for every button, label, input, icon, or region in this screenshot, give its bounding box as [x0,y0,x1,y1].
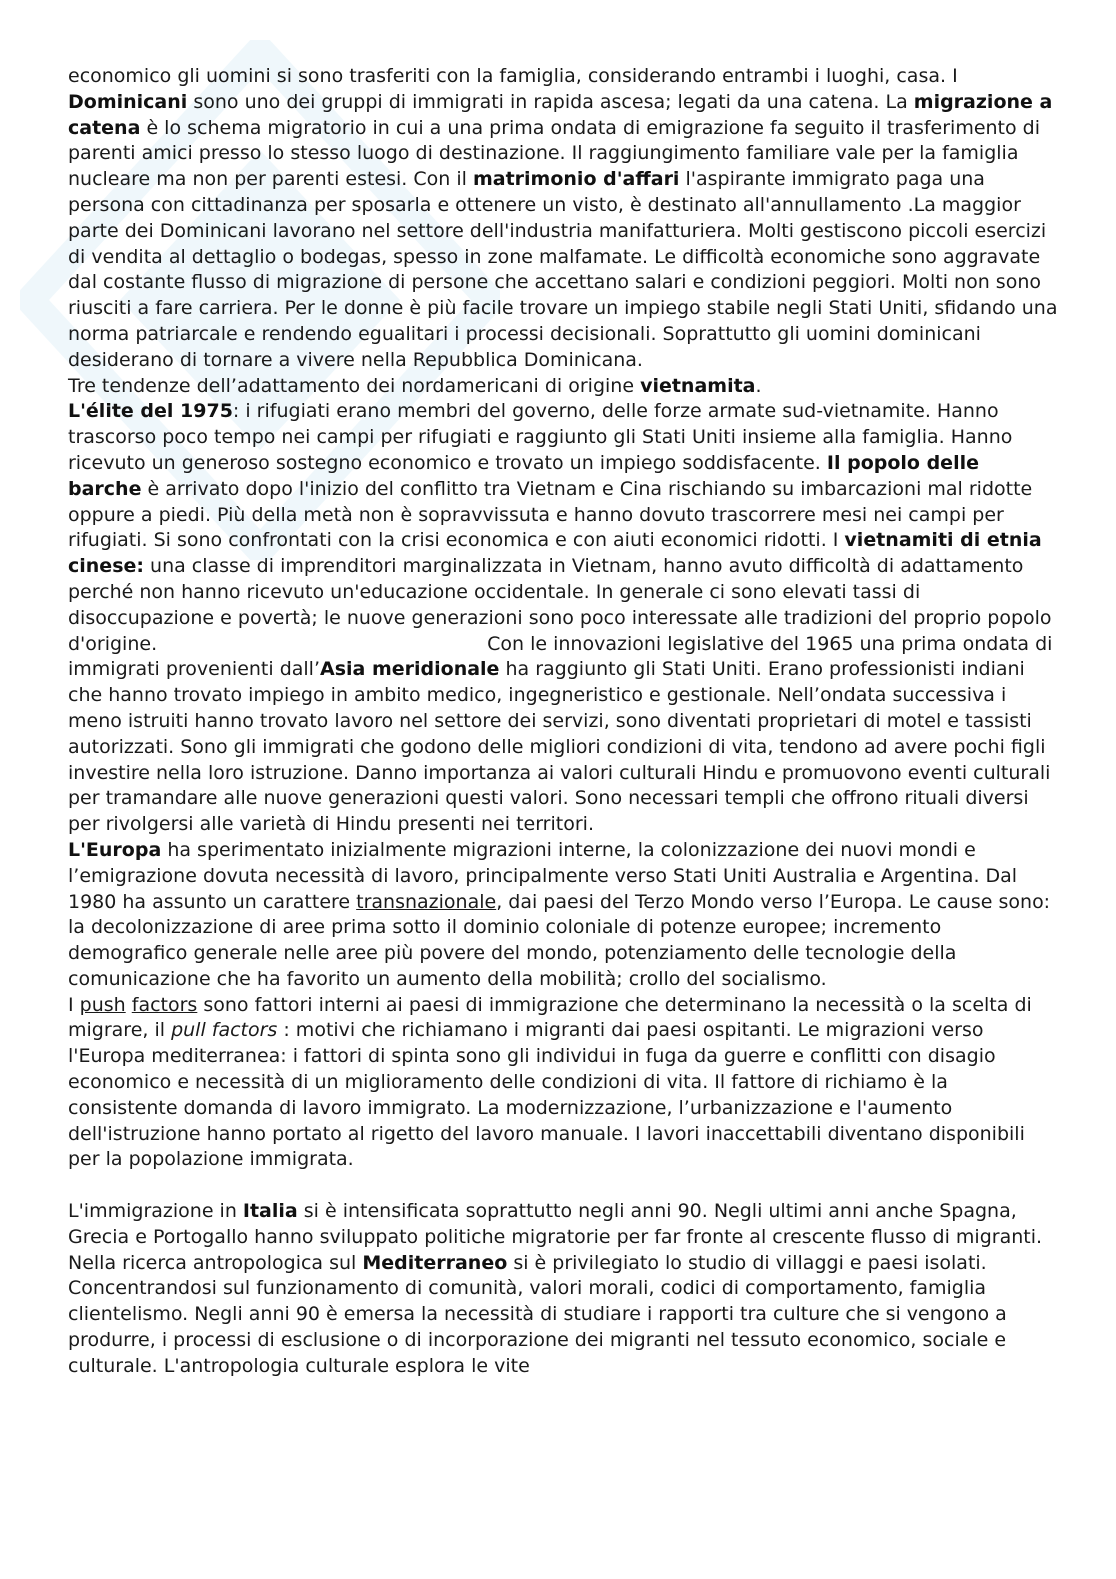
bold-term: matrimonio d'affari [472,168,680,191]
underlined-term: factors [131,993,198,1016]
text-run: economico gli uomini si sono trasferiti con la famiglia, considerando entrambi i luoghi, casa. I [68,65,958,87]
text-run: si è intensificata soprattutto negli anni 90. Negli ultimi anni anche Spagna, Grecia e Portogallo hanno sviluppato politiche migratorie per far fronte al crescente flusso di migranti. Nella ricerca antropologica sul [68,1200,1043,1274]
text-run: una classe di imprenditori marginalizzata in Vietnam, hanno avuto difficoltà di adattamento perché non hanno ricevuto un'educazione occidentale. In generale ci sono elevati tassi di disoccupazione e povertà; le nuove generazioni sono poco interessate alle tradizioni del proprio popolo d'origine. [68,555,1052,655]
document-body [68,64,1058,1380]
text-run: sono fattori interni ai paesi di immigrazione che determinano la necessità o la scelta di migrare, il [68,993,1032,1042]
text-run: Con le innovazioni legislative del 1965 una prima ondata di immigrati provenienti dall’ [68,632,1053,681]
italic-term: pull factors [171,1019,278,1042]
text-run: sono uno dei gruppi di immigrati in rapida ascesa; legati da una catena. La [187,90,914,113]
bold-term: Mediterraneo [362,1251,508,1274]
bold-term: Italia [242,1200,298,1223]
paragraph [68,374,1058,400]
bold-term: L'élite del 1975 [68,400,233,423]
bold-term: vietnamita [640,374,756,397]
paragraph [68,1199,1058,1380]
text-run: I [68,993,80,1016]
text-run: L'immigrazione in [68,1200,243,1223]
text-run: ha raggiunto gli Stati Uniti. Erano professionisti indiani che hanno trovato impiego in ambito medico, ingegneristico e gestionale. Nell’ondata successiva i meno istruiti hanno trovato lavoro nel settore dei servizi, sono diventati proprietari di motel e tassisti autorizzati. Sono gli immigrati che godono delle migliori condizioni di vita, tendono ad avere pochi figli investire nella loro istruzione. Danno importanza ai valori culturali Hindu e promuovono eventi culturali per tramandare alle nuove generazioni questi valori. Sono necessari templi che offrono rituali diversi per rivolgersi alle varietà di Hindu presenti nei territori. [68,658,1051,836]
bold-term: vietnamiti di etnia cinese: [68,529,1042,578]
bold-term: L'Europa [68,838,162,861]
bold-term: migrazione a catena [68,90,1053,139]
text-run: . [755,374,762,397]
text-run: l'aspirante immigrato paga una persona con cittadinanza per sposarla e ottenere un visto, è destinato all'annullamento .La maggior parte dei Dominicani lavorano nel settore dell'industria manifatturiera. Molti gestiscono piccoli esercizi di vendita al dettaglio o bodegas, spesso in zone malfamate. Le difficoltà economiche sono aggravate dal costante flusso di migrazione di persone che accettano salari e condizioni peggiori. Molti non sono riusciti a fare carriera. Per le donne è più facile trovare un impiego stabile negli Stati Uniti, sfidando una norma patriarcale e rendendo egualitari i processi decisionali. Soprattutto gli uomini dominicani desiderano di tornare a vivere nella Repubblica Dominicana. [68,168,1058,371]
text-run: ha sperimentato inizialmente migrazioni interne, la colonizzazione dei nuovi mondi e l’emigrazione dovuta necessità di lavoro, principalmente verso Stati Uniti Australia e Argentina. Dal 1980 ha assunto un carattere [68,838,1018,913]
paragraph [68,399,1058,838]
text-run: è lo schema migratorio in cui a una prima ondata di emigrazione fa seguito il trasferimento di parenti amici presso lo stesso luogo di destinazione. Il raggiungimento familiare vale per la famiglia nucleare ma non per parenti estesi. Con il [68,116,1041,191]
underlined-term: push [79,993,126,1016]
paragraph [68,993,1058,1174]
paragraph [68,838,1058,993]
text-run: Tre tendenze dell’adattamento dei nordamericani di origine [68,374,641,397]
text-run: si è privilegiato lo studio di villaggi e paesi isolati. Concentrandosi sul funzionamento di comunità, valori morali, codici di comportamento, famiglia clientelismo. Negli anni 90 è emersa la necessità di studiare i rapporti tra culture che si vengono a produrre, i processi di esclusione o di incorporazione dei migranti nel tessuto economico, sociale e culturale. L'antropologia culturale esplora le vite [68,1251,1007,1377]
bold-term: Dominicani [68,90,188,113]
paragraph [68,64,1058,374]
text-run: , dai paesi del Terzo Mondo verso l’Europa. Le cause sono: la decolonizzazione di aree prima sotto il dominio coloniale di potenze europee; incremento demografico generale nelle aree più povere del mondo, potenziamento delle tecnologie della comunicazione che ha favorito un aumento della mobilità; crollo del socialismo. [68,890,1051,990]
bold-term: Asia meridionale [320,658,500,681]
bold-term: Il popolo delle barche [68,451,979,500]
underlined-term: transnazionale [356,890,497,913]
text-run: è arrivato dopo l'inizio del conflitto tra Vietnam e Cina rischiando su imbarcazioni mal ridotte oppure a piedi. Più della metà non è sopravvissuta e hanno dovuto trascorrere mesi nei campi per rifugiati. Si sono confrontati con la crisi economica e con aiuti economici ridotti. I [68,477,1033,552]
text-run: : i rifugiati erano membri del governo, delle forze armate sud-vietnamite. Hanno trascorso poco tempo nei campi per rifugiati e raggiunto gli Stati Uniti insieme alla famiglia. Hanno ricevuto un generoso sostegno economico e trovato un impiego soddisfacente. [68,400,1013,474]
text-run: : motivi che richiamano i migranti dai paesi ospitanti. Le migrazioni verso l'Europa mediterranea: i fattori di spinta sono gli individui in fuga da guerre e conflitti con disagio economico e necessità di un miglioramento delle condizioni di vita. Il fattore di richiamo è la consistente domanda di lavoro immigrato. La modernizzazione, l’urbanizzazione e l'aumento dell'istruzione hanno portato al rigetto del lavoro manuale. I lavori inaccettabili diventano disponibili per la popolazione immigrata. [68,1019,1025,1171]
blank-line [68,1173,1058,1199]
